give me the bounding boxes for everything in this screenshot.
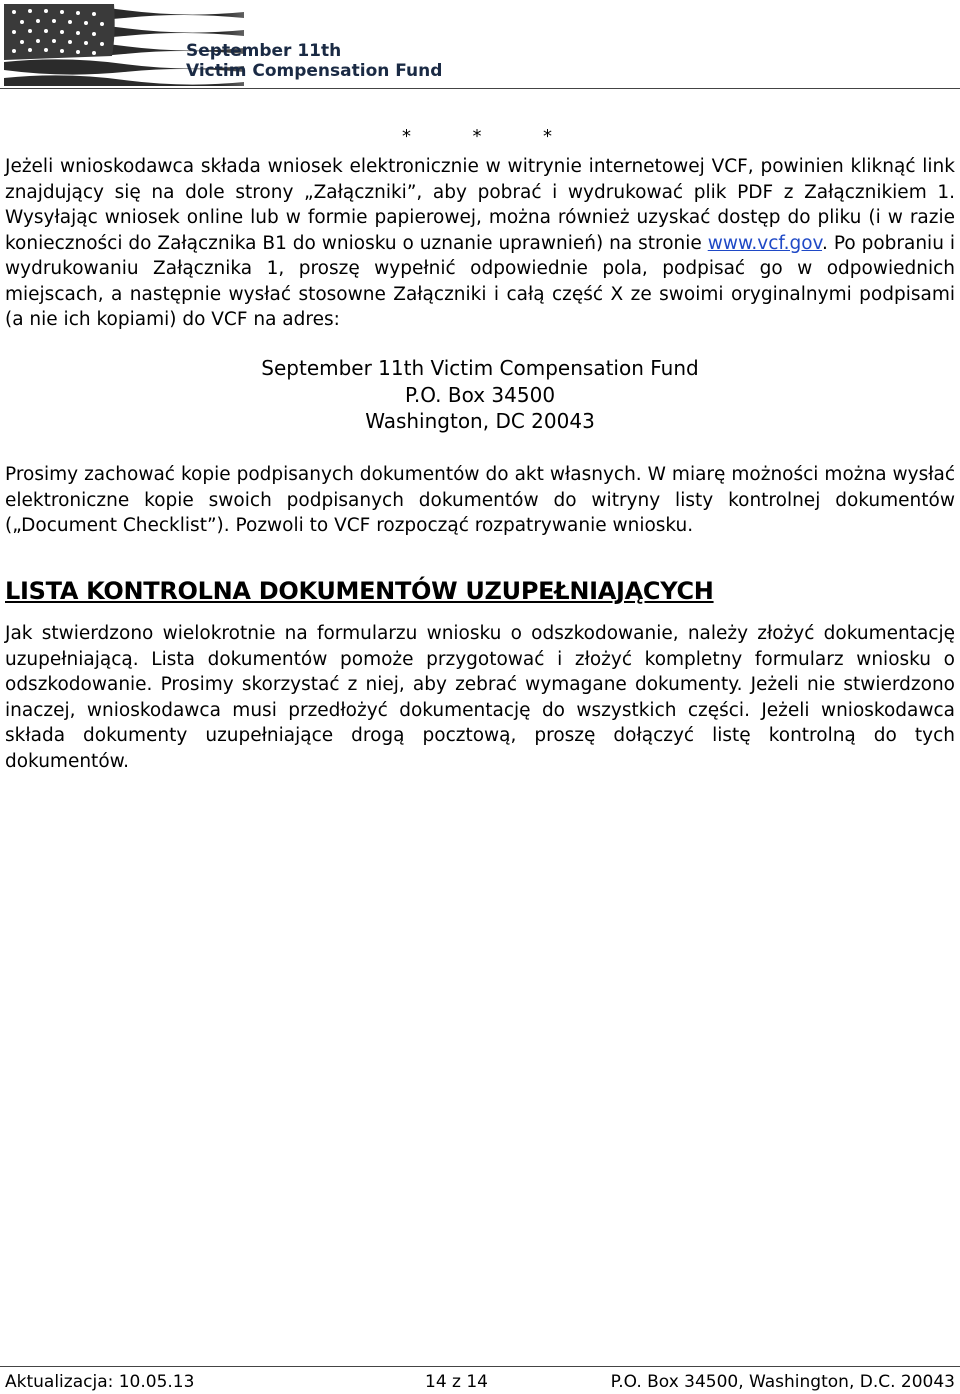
address-line-3: Washington, DC 20043	[365, 409, 595, 433]
header-divider	[0, 88, 960, 89]
section-separator	[402, 126, 552, 147]
address-line-1: September 11th Victim Compensation Fund	[261, 356, 699, 380]
address-line-2: P.O. Box 34500	[404, 382, 556, 407]
separator-star: *	[472, 126, 482, 147]
copies-paragraph: Prosimy zachować kopie podpisanych dokumentów do akt własnych. W miarę możności można wysłać elektroniczne kopie swoich podpisanych dokumentów do witryny listy kontrolnej dokumentów („Document Checklist”). Pozwoli to VCF rozpocząć rozpatrywanie wniosku.	[5, 464, 955, 536]
separator-star: *	[543, 126, 552, 147]
logo-title-line1: September 11th	[186, 41, 342, 61]
checklist-paragraph: Jak stwierdzono wielokrotnie na formularzu wniosku o odszkodowanie, należy złożyć dokumentację uzupełniającą. Lista dokumentów pomoże przygotować i złożyć kompletny formularz wniosku o odszkodowanie. Prosimy skorzystać z niej, aby zebrać wymagane dokumenty. Jeżeli nie stwierdzono inaczej, wnioskodawca musi przedłożyć dokumentację do wszystkich części. Jeżeli wnioskodawca składa dokumenty uzupełniające drogą pocztową, proszę dołączyć listę kontrolną do tych dokumentów.	[5, 623, 955, 772]
page-header	[0, 0, 960, 92]
section-title: LISTA KONTROLNA DOKUMENTÓW UZUPEŁNIAJĄCYCH	[5, 577, 714, 605]
logo-title-line2: Victim Compensation Fund	[186, 61, 443, 81]
footer-address: P.O. Box 34500, Washington, D.C. 20043	[610, 1372, 955, 1392]
footer-page-number: 14 z 14	[425, 1372, 488, 1392]
mailing-address	[0, 355, 960, 435]
footer-divider	[0, 1366, 960, 1367]
page-footer	[5, 1371, 955, 1393]
paragraph-text: Jeżeli wnioskodawca składa wniosek elektronicznie w witrynie internetowej VCF, powinien kliknąć link znajdujący się na dole strony „Załączniki”, aby pobrać i wydrukować plik PDF z Załącznikiem 1. Wysyłając wniosek online lub w formie papierowej, można również uzyskać dostęp do pliku (i w razie konieczności do Załącznika B1 do wniosku o uznanie uprawnień) na stronie	[5, 156, 955, 254]
separator-star: *	[402, 126, 411, 147]
footer-update-date: Aktualizacja: 10.05.13	[5, 1372, 195, 1392]
instructions-paragraph	[5, 154, 955, 333]
paragraph-text: . Po pobraniu i wydrukowaniu Załącznika 1, proszę wypełnić odpowiednie pola, podpisać go w odpowiednich miejscach, a następnie wysłać stosowne Załączniki i całą część X ze swoimi oryginalnymi podpisami (a nie ich kopiami) do VCF na adres:	[5, 232, 955, 330]
vcf-website-link[interactable]: www.vcf.gov	[707, 232, 823, 254]
